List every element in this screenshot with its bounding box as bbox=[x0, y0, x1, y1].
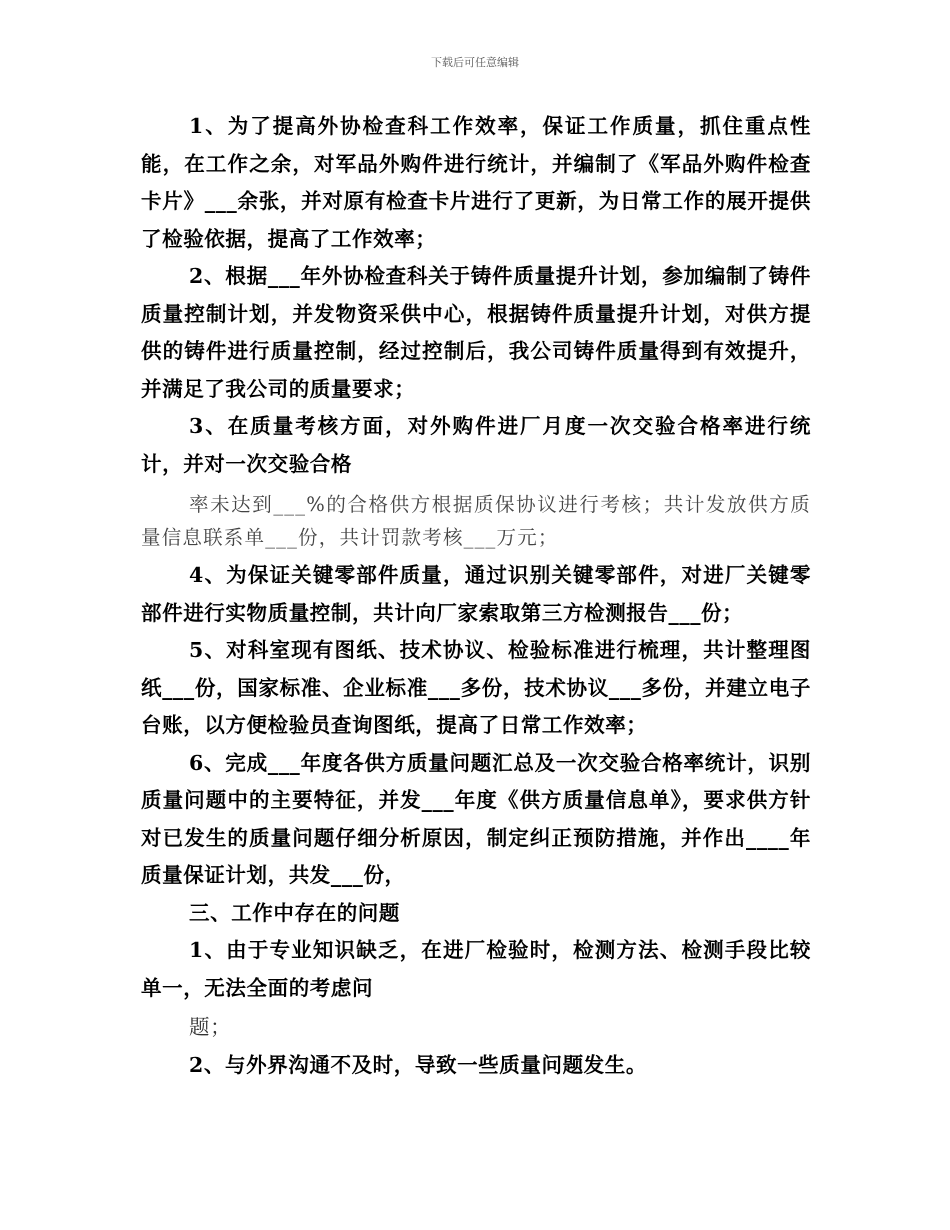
paragraph-item-2: 2、根据___年外协检查科关于铸件质量提升计划，参加编制了铸件质量控制计划，并发物资采供中心，根据铸件质量提升计划，对供方提供的铸件进行质量控制，经过控制后，我公司铸件质量得到有效提升，并满足了我公司的质量要求； bbox=[141, 264, 811, 401]
document-body bbox=[141, 108, 811, 1085]
problem-item-1-continued: 题； bbox=[189, 1015, 232, 1039]
paragraph-item-5: 5、对科室现有图纸、技术协议、检验标准进行梳理，共计整理图纸___份，国家标准、企业标准___多份，技术协议___多份，并建立电子台账，以方便检验员查询图纸，提高了日常工作效率； bbox=[141, 638, 811, 737]
problem-item-1: 1、由于专业知识缺乏，在进厂检验时，检测方法、检测手段比较单一，无法全面的考虑问 bbox=[141, 938, 811, 1000]
paragraph-item-3: 3、在质量考核方面，对外购件进厂月度一次交验合格率进行统计，并对一次交验合格 bbox=[141, 414, 811, 476]
section-heading-problems: 三、工作中存在的问题 bbox=[189, 900, 400, 925]
paragraph-item-6: 6、完成___年度各供方质量问题汇总及一次交验合格率统计，识别质量问题中的主要特征，并发___年度《供方质量信息单》，要求供方针对已发生的质量问题仔细分析原因，制定纠正预防措施，并作出____年质量保证计划，共发___份， bbox=[141, 750, 811, 887]
problem-item-2: 2、与外界沟通不及时，导致一些质量问题发生。 bbox=[189, 1053, 647, 1077]
paragraph-item-1: 1、为了提高外协检查科工作效率，保证工作质量，抓住重点性能，在工作之余，对军品外购件进行统计，并编制了《军品外购件检查卡片》___余张，并对原有检查卡片进行了更新，为日常工作的展开提供了检验依据，提高了工作效率； bbox=[141, 114, 811, 251]
paragraph-item-4: 4、为保证关键零部件质量，通过识别关键零部件，对进厂关键零部件进行实物质量控制，共计向厂家索取第三方检测报告___份； bbox=[141, 563, 811, 625]
paragraph-item-3-continued: 率未达到___%的合格供方根据质保协议进行考核；共计发放供方质量信息联系单___份，共计罚款考核___万元； bbox=[141, 493, 811, 549]
page-header: 下载后可任意编辑 bbox=[431, 56, 519, 69]
